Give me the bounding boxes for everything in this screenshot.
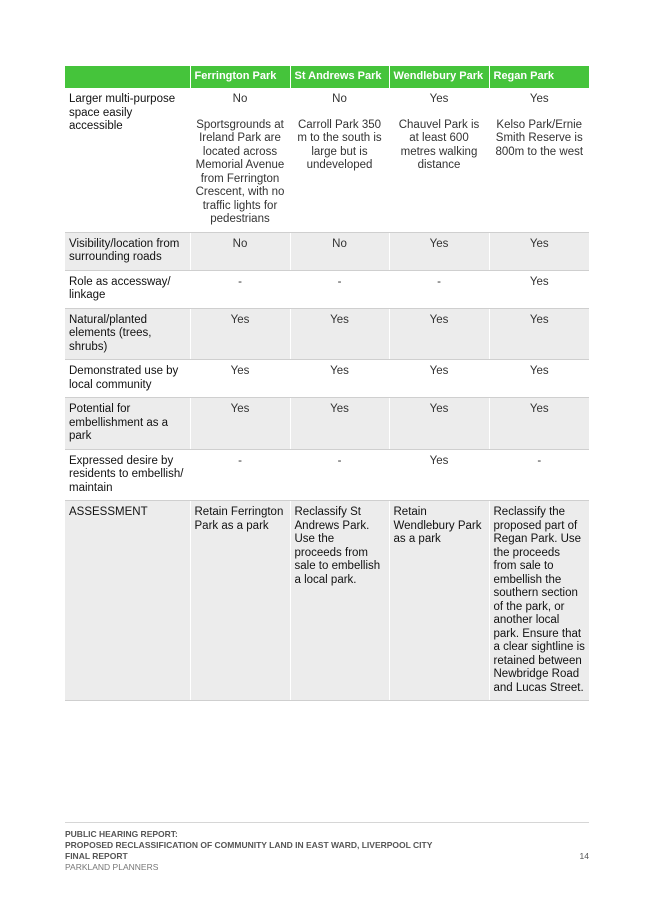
row-label: Demonstrated use by local community	[65, 360, 190, 398]
table-cell: Yes	[389, 232, 489, 270]
table-cell	[489, 88, 589, 232]
table-row	[65, 398, 589, 450]
table-cell: No	[190, 232, 290, 270]
page-number: 14	[579, 851, 589, 861]
cell-note: Carroll Park 350 m to the south is large but is undeveloped	[297, 118, 382, 171]
table-row	[65, 232, 589, 270]
table-cell: -	[389, 270, 489, 308]
table-row	[65, 88, 589, 232]
table-cell: Yes	[489, 308, 589, 360]
row-label: Natural/planted elements (trees, shrubs)	[65, 308, 190, 360]
assessment-cell: Reclassify the proposed part of Regan Park. Use the proceeds from sale to embellish the southern section of the park, or another local park. Ensure that a clear sightline is retained between Newbridge Road and Lucas Street.	[489, 501, 589, 701]
cell-note: Chauvel Park is at least 600 metres walking distance	[398, 118, 480, 171]
table-cell	[389, 88, 489, 232]
table-cell: Yes	[489, 270, 589, 308]
park-assessment-table-container	[65, 66, 589, 701]
cell-note: Sportsgrounds at Ireland Park are located across Memorial Avenue from Ferrington Crescent, with no traffic lights for pedestrians	[195, 118, 285, 225]
footer-organisation: PARKLAND PLANNERS	[65, 862, 159, 872]
column-header: Ferrington Park	[190, 66, 290, 88]
table-cell: Yes	[489, 360, 589, 398]
page-footer	[65, 822, 589, 873]
table-cell	[290, 88, 389, 232]
table-cell: Yes	[389, 449, 489, 501]
cell-value: Yes	[529, 93, 549, 105]
table-cell: Yes	[389, 398, 489, 450]
table-cell	[190, 88, 290, 232]
table-row	[65, 449, 589, 501]
cell-note: Kelso Park/Ernie Smith Reserve is 800m to the west	[495, 118, 584, 158]
footer-report-status: FINAL REPORT	[65, 851, 128, 861]
table-cell: Yes	[190, 360, 290, 398]
assessment-label: ASSESSMENT	[65, 501, 190, 701]
assessment-cell: Retain Wendlebury Park as a park	[389, 501, 489, 701]
table-cell: -	[290, 270, 389, 308]
table-cell: Yes	[389, 308, 489, 360]
table-cell: Yes	[389, 360, 489, 398]
row-label: Potential for embellishment as a park	[65, 398, 190, 450]
table-row	[65, 360, 589, 398]
row-label: Larger multi-purpose space easily accessible	[65, 88, 190, 232]
table-cell: -	[489, 449, 589, 501]
table-cell: -	[190, 270, 290, 308]
table-cell: No	[290, 232, 389, 270]
table-cell: Yes	[290, 360, 389, 398]
table-header-row	[65, 66, 589, 88]
column-header: St Andrews Park	[290, 66, 389, 88]
table-cell: Yes	[489, 232, 589, 270]
table-cell: Yes	[190, 308, 290, 360]
row-label: Expressed desire by residents to embellish/ maintain	[65, 449, 190, 501]
row-label: Role as accessway/ linkage	[65, 270, 190, 308]
table-cell: Yes	[290, 398, 389, 450]
column-header: Regan Park	[489, 66, 589, 88]
column-header	[65, 66, 190, 88]
park-assessment-table	[65, 66, 589, 701]
table-cell: -	[290, 449, 389, 501]
cell-value: Yes	[429, 93, 449, 105]
table-row	[65, 308, 589, 360]
table-cell: Yes	[190, 398, 290, 450]
cell-value: No	[232, 93, 248, 105]
cell-value: No	[332, 93, 347, 105]
table-row	[65, 270, 589, 308]
table-cell: -	[190, 449, 290, 501]
footer-report-type: PUBLIC HEARING REPORT:	[65, 829, 178, 839]
column-header: Wendlebury Park	[389, 66, 489, 88]
row-label: Visibility/location from surrounding roads	[65, 232, 190, 270]
footer-report-title: PROPOSED RECLASSIFICATION OF COMMUNITY LAND IN EAST WARD, LIVERPOOL CITY	[65, 840, 433, 850]
assessment-row	[65, 501, 589, 701]
assessment-cell: Retain Ferrington Park as a park	[190, 501, 290, 701]
assessment-cell: Reclassify St Andrews Park. Use the proceeds from sale to embellish a local park.	[290, 501, 389, 701]
table-cell: Yes	[489, 398, 589, 450]
table-cell: Yes	[290, 308, 389, 360]
